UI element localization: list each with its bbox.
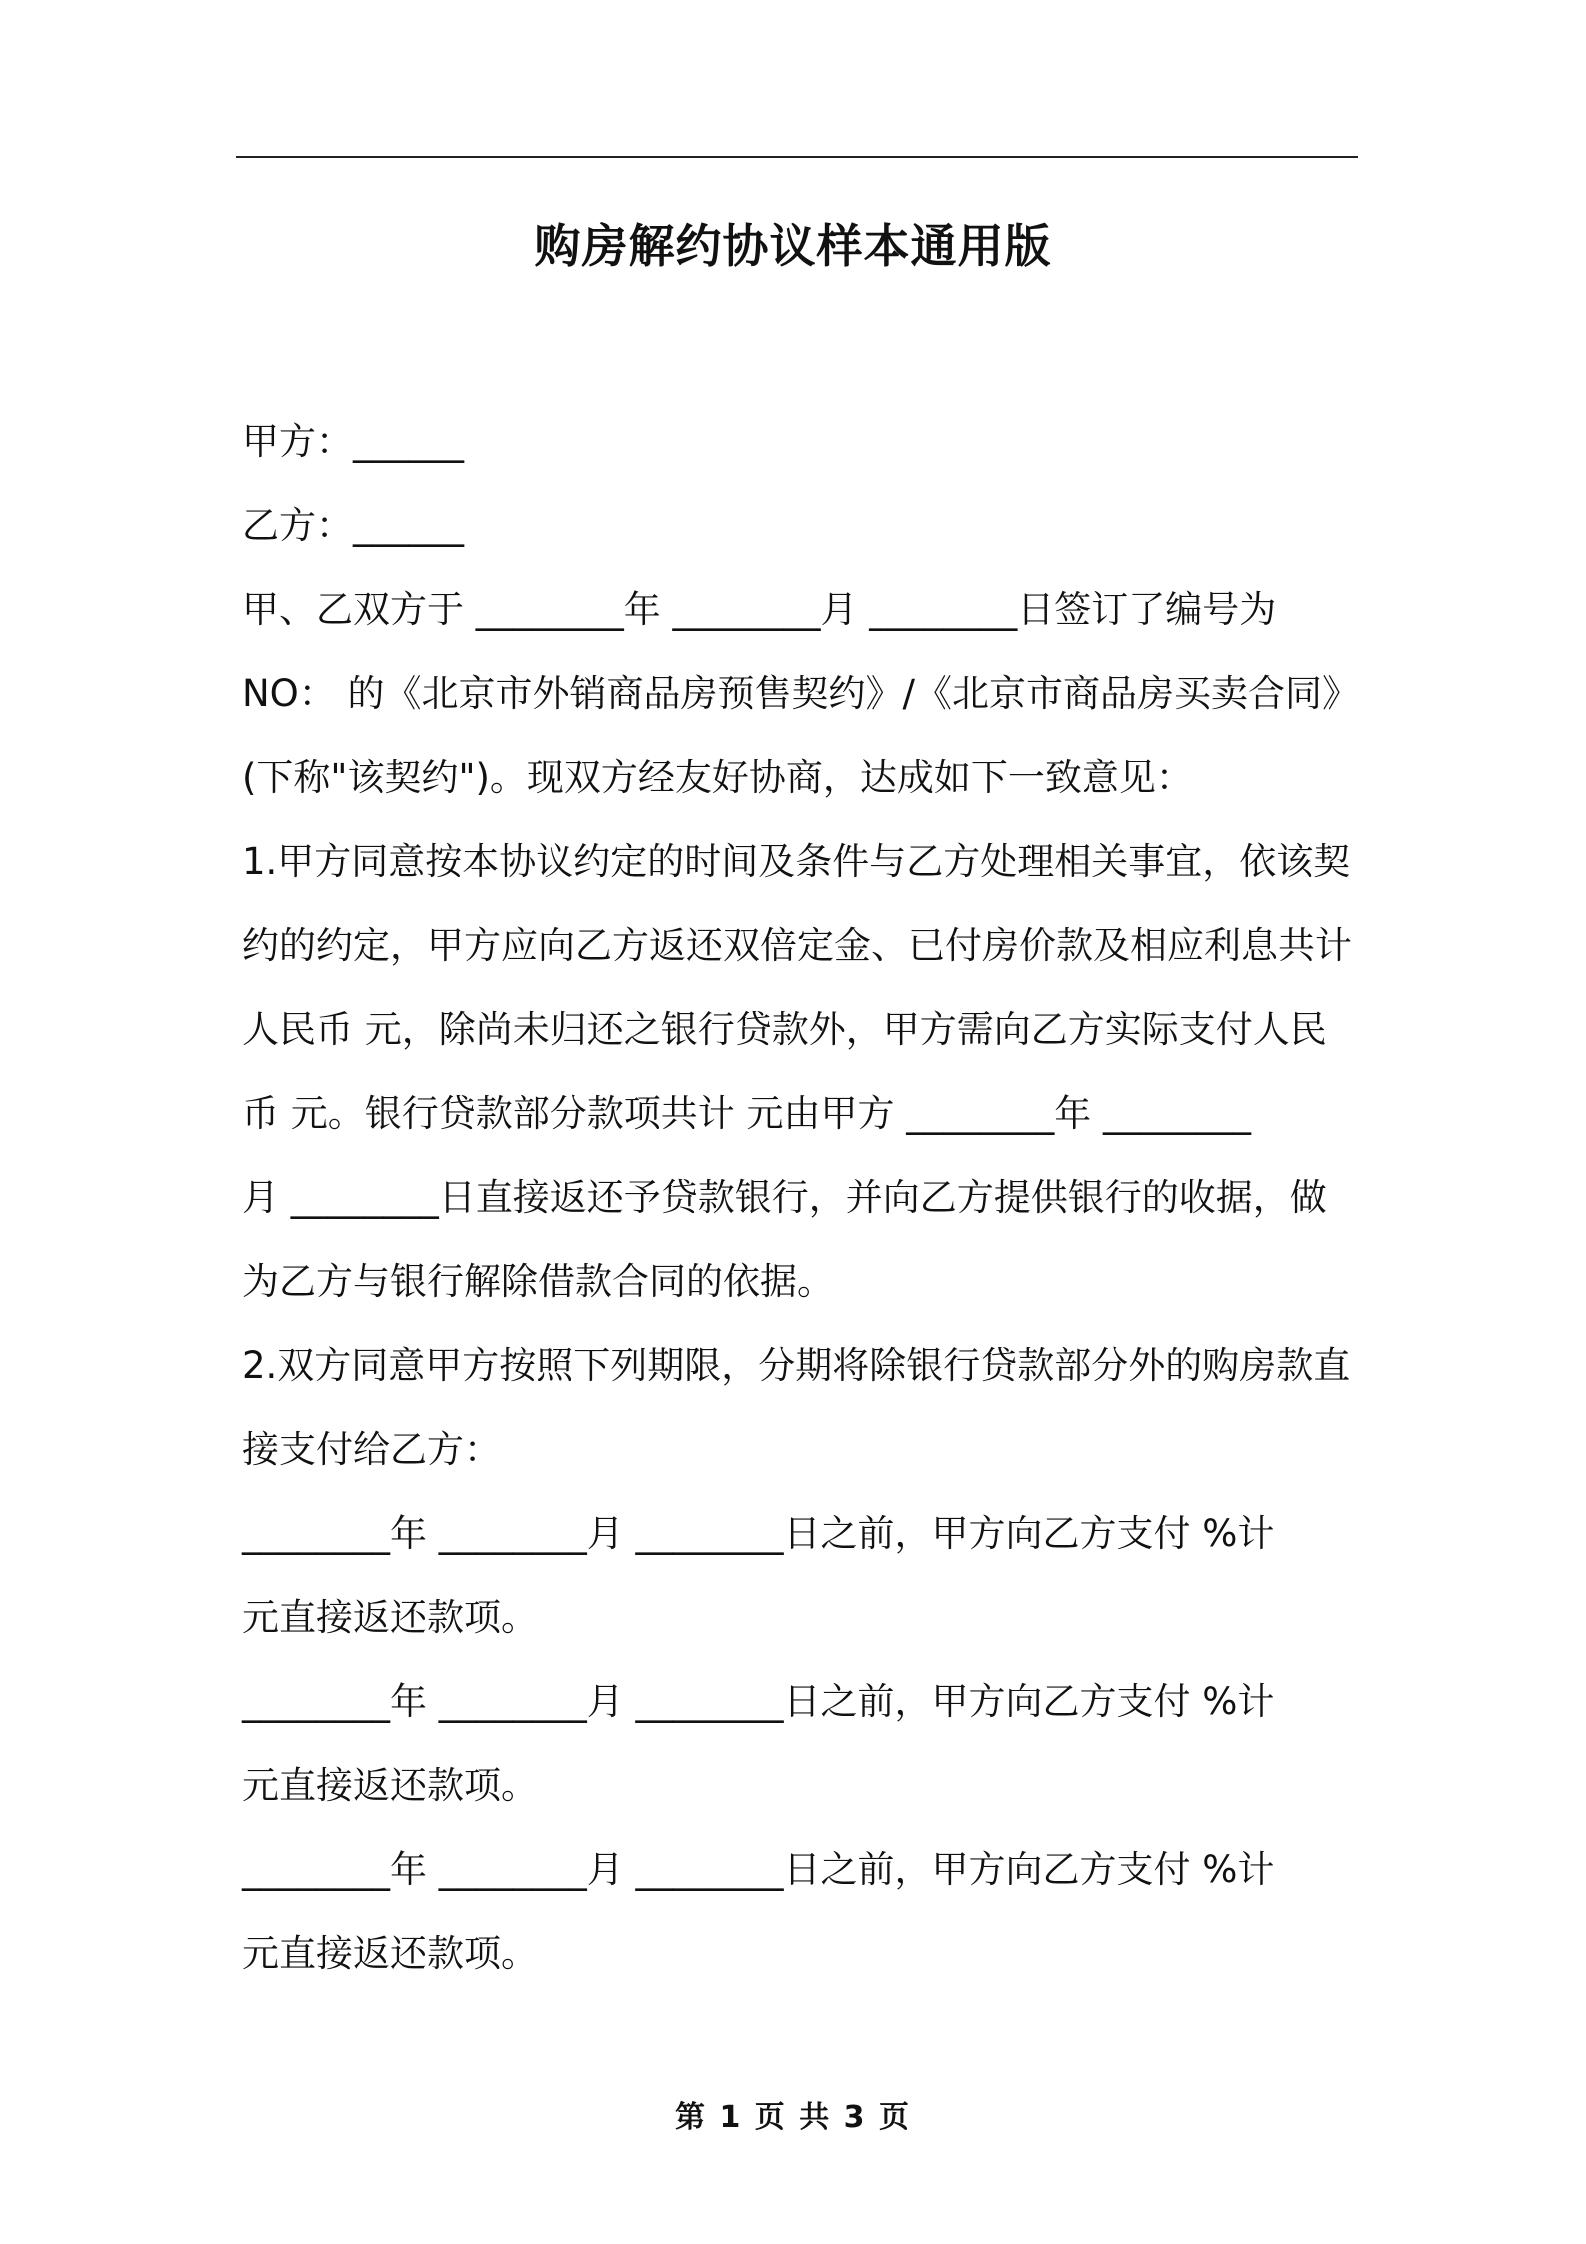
- installment-line: ________年 ________月 ________日之前，甲方向乙方支付 %计: [242, 1848, 1275, 1891]
- installment-line: ________年 ________月 ________日之前，甲方向乙方支付 %计: [242, 1680, 1275, 1723]
- clause-1-line: 币 元。银行贷款部分款项共计 元由甲方 ________年 ________: [242, 1092, 1252, 1135]
- clause-2-line: 2.双方同意甲方按照下列期限，分期将除银行贷款部分外的购房款直: [242, 1344, 1351, 1387]
- paragraph-line: (下称"该契约")。现双方经友好协商，达成如下一致意见：: [242, 756, 1193, 799]
- party-b-line: 乙方：______: [242, 504, 464, 547]
- clause-1-line: 1.甲方同意按本协议约定的时间及条件与乙方处理相关事宜，依该契: [242, 840, 1351, 883]
- document-body: [242, 400, 1360, 1996]
- clause-1-line: 人民币 元，除尚未归还之银行贷款外，甲方需向乙方实际支付人民: [242, 1008, 1327, 1051]
- paragraph-line: 甲、乙双方于 ________年 ________月 ________日签订了编号为: [242, 588, 1277, 631]
- header-rule: [236, 156, 1358, 158]
- page-footer: 第 1 页 共 3 页: [675, 2100, 911, 2135]
- installment-line: ________年 ________月 ________日之前，甲方向乙方支付 %计: [242, 1512, 1275, 1555]
- installment-line: 元直接返还款项。: [242, 1764, 538, 1807]
- clause-2-line: 接支付给乙方：: [242, 1428, 501, 1471]
- installment-line: 元直接返还款项。: [242, 1932, 538, 1975]
- clause-1-line: 月 ________日直接返还予贷款银行，并向乙方提供银行的收据，做: [242, 1176, 1327, 1219]
- clause-1-line: 为乙方与银行解除借款合同的依据。: [242, 1260, 834, 1303]
- paragraph-line: NO： 的《北京市外销商品房预售契约》/《北京市商品房买卖合同》: [242, 672, 1360, 715]
- document-title: 购房解约协议样本通用版: [534, 219, 1052, 273]
- clause-1-line: 约的约定，甲方应向乙方返还双倍定金、已付房价款及相应利息共计: [242, 924, 1352, 967]
- installment-line: 元直接返还款项。: [242, 1596, 538, 1639]
- party-a-line: 甲方：______: [242, 420, 464, 463]
